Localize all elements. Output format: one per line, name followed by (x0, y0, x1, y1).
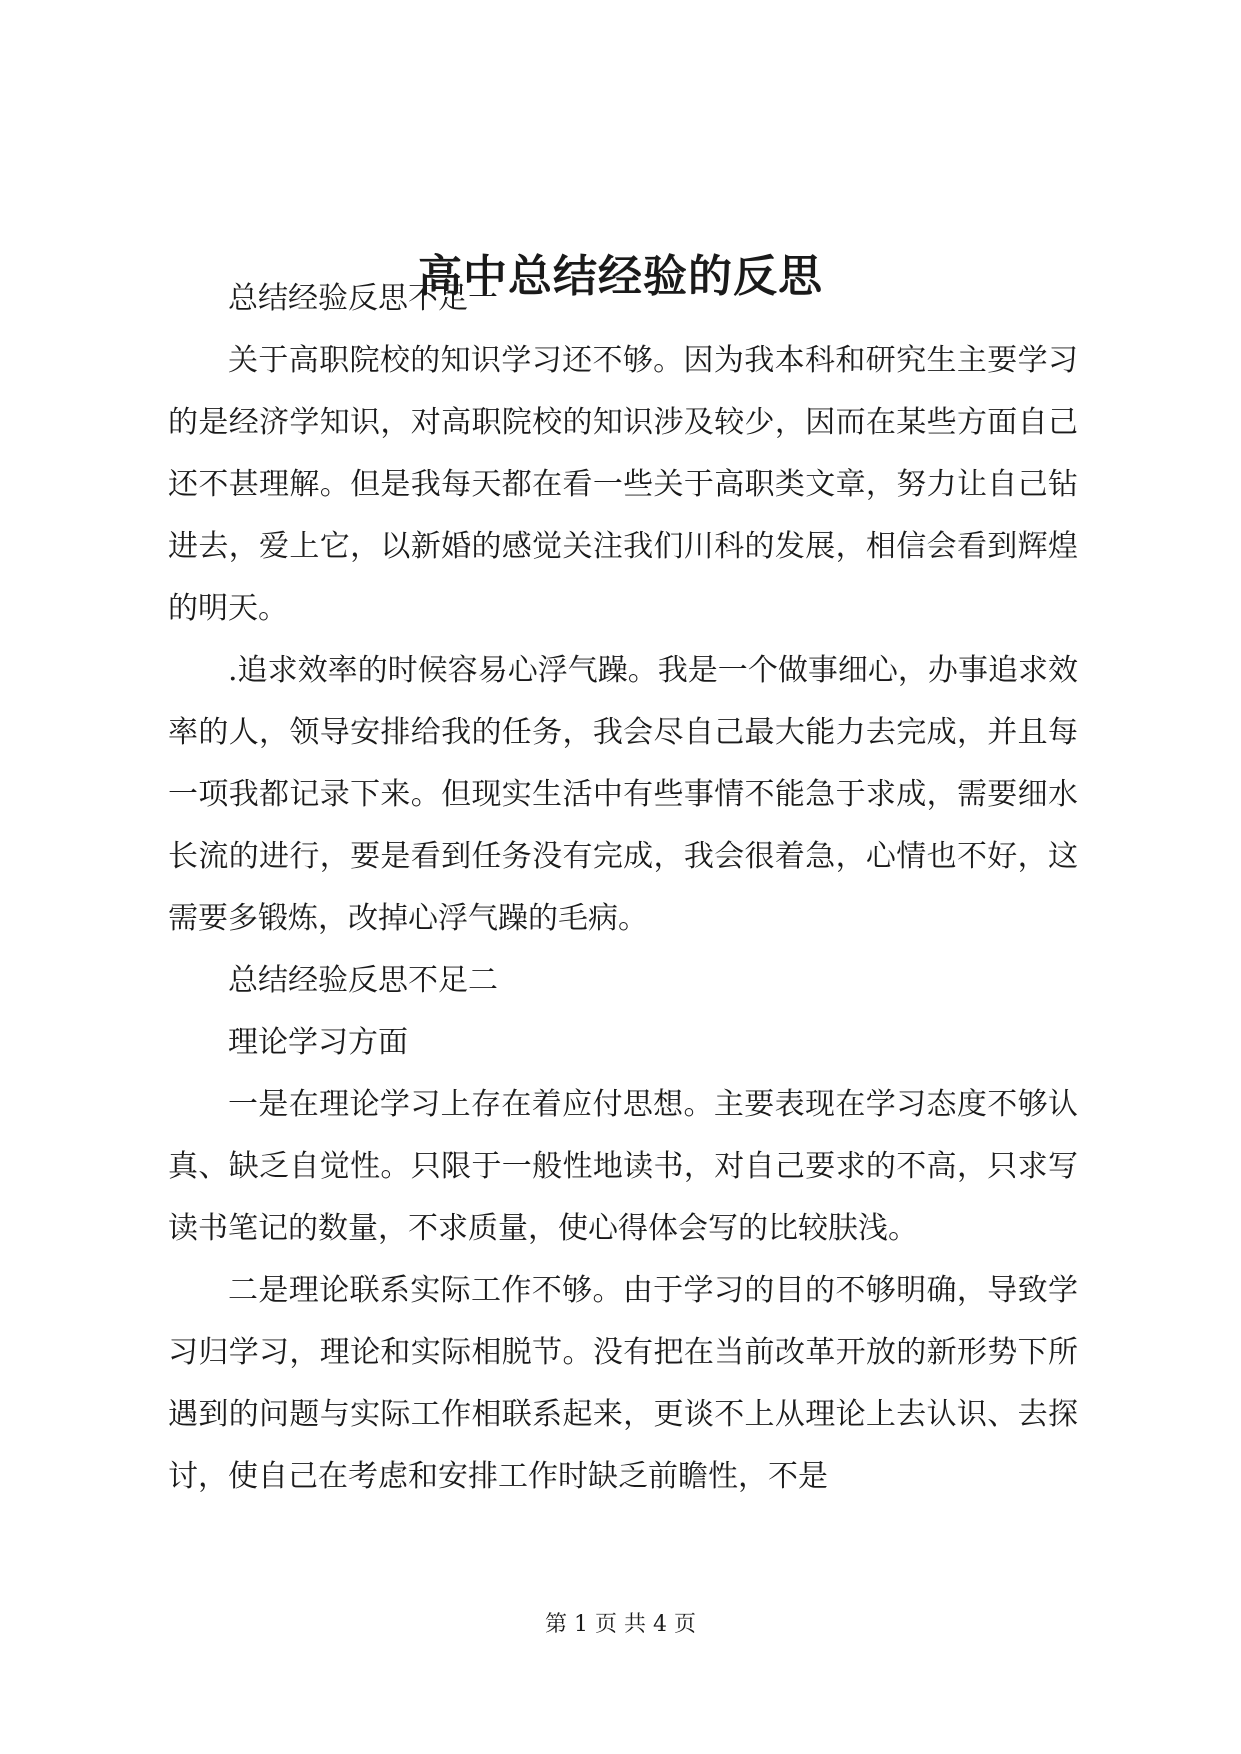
page-number: 第 1 页 共 4 页 (545, 1612, 696, 1637)
paragraph-practice: 二是理论联系实际工作不够。由于学习的目的不够明确，导致学习归学习，理论和实际相脱节。没有把在当前改革开放的新形势下所遇到的问题与实际工作相联系起来，更谈不上从理论上去认识、去探讨，使自己在考虑和安排工作时缺乏前瞻性，不是 (168, 1273, 1078, 1494)
section-heading-2: 总结经验反思不足二 (228, 963, 498, 998)
subheading-theory: 理论学习方面 (228, 1025, 408, 1060)
paragraph-attitude: 一是在理论学习上存在着应付思想。主要表现在学习态度不够认真、缺乏自觉性。只限于一般性地读书，对自己要求的不高，只求写读书笔记的数量，不求质量，使心得体会写的比较肤浅。 (168, 1087, 1078, 1246)
document-body (168, 268, 1078, 1508)
document-title: 高中总结经验的反思 (418, 251, 823, 303)
paragraph-knowledge: 关于高职院校的知识学习还不够。因为我本科和研究生主要学习的是经济学知识，对高职院校的知识涉及较少，因而在某些方面自己还不甚理解。但是我每天都在看一些关于高职类文章，努力让自己钻进去，爱上它，以新婚的感觉关注我们川科的发展，相信会看到辉煌的明天。 (168, 343, 1078, 626)
section-heading-1: 总结经验反思不足一 (228, 281, 498, 316)
paragraph-efficiency: .追求效率的时候容易心浮气躁。我是一个做事细心，办事追求效率的人，领导安排给我的任务，我会尽自己最大能力去完成，并且每一项我都记录下来。但现实生活中有些事情不能急于求成，需要细水长流的进行，要是看到任务没有完成，我会很着急，心情也不好，这需要多锻炼，改掉心浮气躁的毛病。 (168, 653, 1078, 936)
